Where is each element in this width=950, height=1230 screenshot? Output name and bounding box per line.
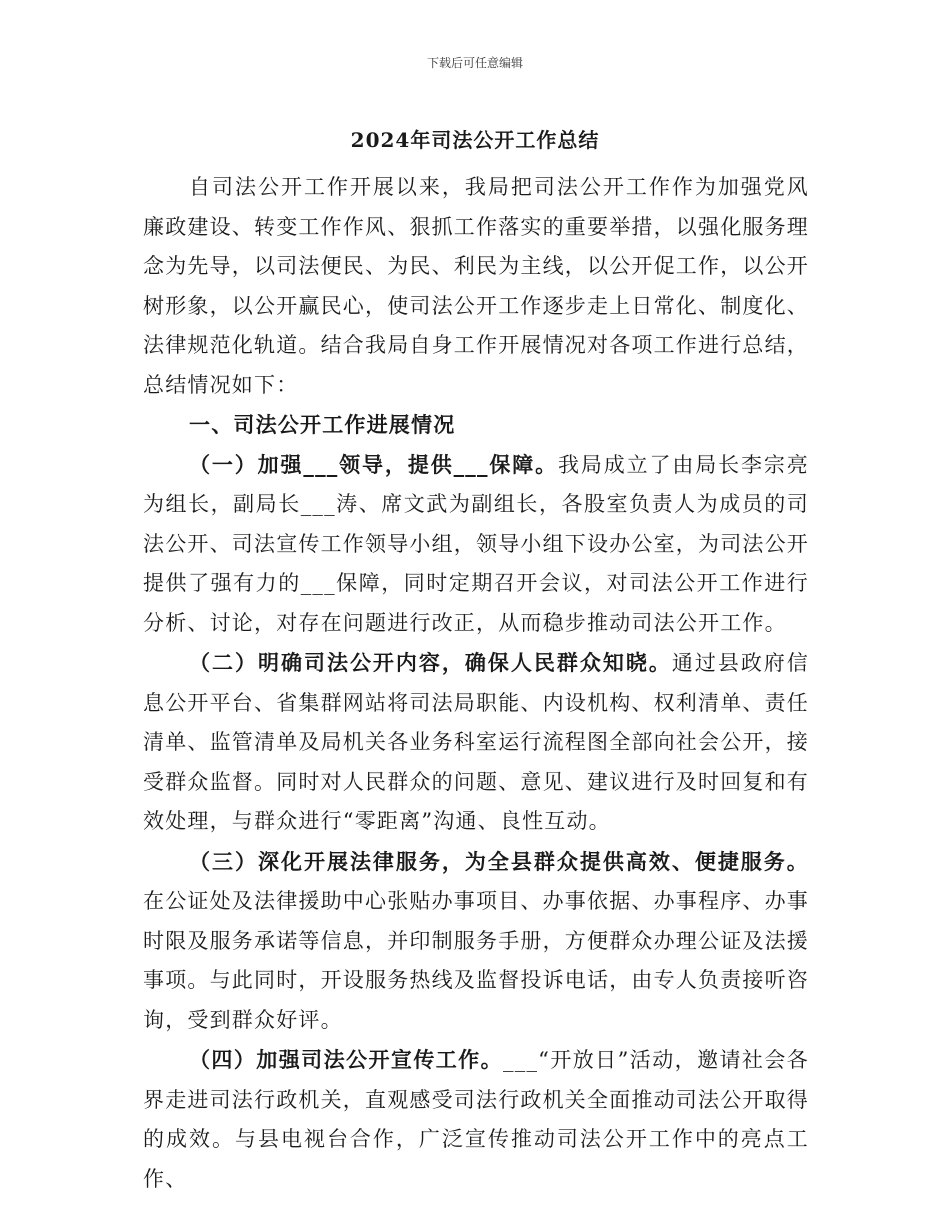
- header-note: 下载后可任意编辑: [426, 56, 523, 70]
- item-lead: （三）深化开展法律服务，为全县群众提供高效、便捷服务。: [189, 848, 809, 874]
- document-body: [143, 168, 809, 1199]
- item-text: 在公证处及法律援助中心张贴办事项目、办事依据、办事程序、办事时限及服务承诺等信息，并印制服务手册，方便群众办理公证及法援事项。与此同时，开设服务热线及监督投诉电话，由专人负责接听咨询，受到群众好评。: [143, 889, 809, 1032]
- item-text: 我局成立了由局长李宗亮为组长，副局长___涛、席文武为副组长，各股室负责人为成员的司法公开、司法宣传工作领导小组，领导小组下设办公室，为司法公开提供了强有力的___保障，同时定期召开会议，对司法公开工作进行分析、讨论，对存在问题进行改正，从而稳步推动司法公开工作。: [143, 452, 809, 635]
- item-lead: （二）明确司法公开内容，确保人民群众知晓。: [189, 650, 672, 675]
- item-paragraph-4: [143, 1040, 809, 1199]
- item-lead: （一）加强___领导，提供___保障。: [189, 451, 558, 477]
- section-heading: 一、司法公开工作进展情况: [189, 412, 456, 437]
- item-paragraph-2: [143, 643, 809, 842]
- item-lead: （四）加强司法公开宣传工作。: [189, 1047, 504, 1072]
- item-text: 通过县政府信息公开平台、省集群网站将司法局职能、内设机构、权利清单、责任清单、监管清单及局机关各业务科室运行流程图全部向社会公开，接受群众监督。同时对人民群众的问题、意见、建议进行及时回复和有效处理，与群众进行“零距离”沟通、良性互动。: [143, 651, 810, 833]
- item-paragraph-1: [143, 445, 809, 644]
- item-paragraph-3: [143, 842, 809, 1041]
- document-title: 2024年司法公开工作总结: [350, 128, 600, 152]
- intro-paragraph: 自司法公开工作开展以来，我局把司法公开工作作为加强党风廉政建设、转变工作作风、狠抓工作落实的重要举措，以强化服务理念为先导，以司法便民、为民、利民为主线，以公开促工作，以公开树形象，以公开赢民心，使司法公开工作逐步走上日常化、制度化、法律规范化轨道。结合我局自身工作开展情况对各项工作进行总结，总结情况如下：: [143, 175, 809, 397]
- item-text: ___“开放日”活动，邀请社会各界走进司法行政机关，直观感受司法行政机关全面推动司法公开取得的成效。与县电视台合作，广泛宣传推动司法公开工作中的亮点工作、: [143, 1048, 809, 1191]
